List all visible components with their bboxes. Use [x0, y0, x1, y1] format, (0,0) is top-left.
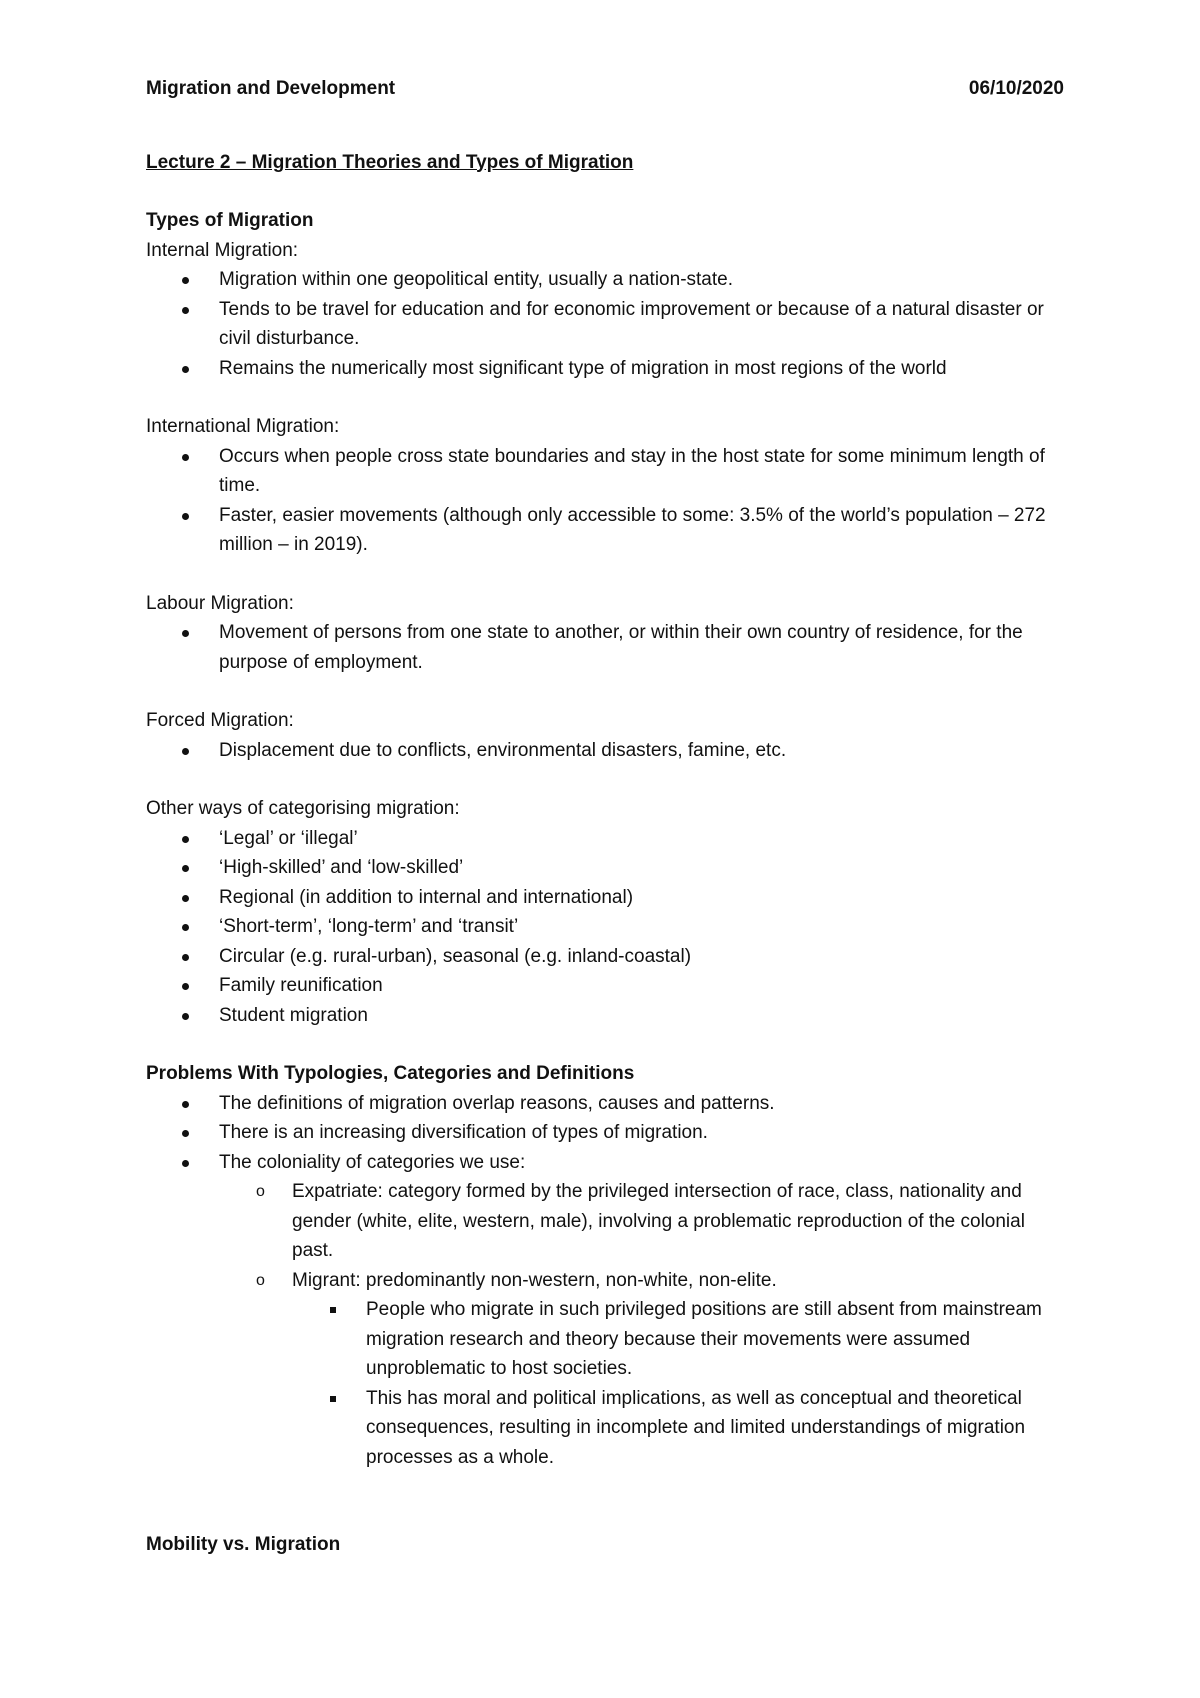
- list-item: Migration within one geopolitical entity, usually a nation-state.: [146, 265, 1064, 295]
- migrant-sublist: [292, 1295, 1064, 1472]
- types-heading: Types of Migration: [146, 210, 314, 231]
- lecture-title: Lecture 2 – Migration Theories and Types of Migration: [146, 151, 634, 173]
- problems-heading: Problems With Typologies, Categories and Definitions: [146, 1063, 635, 1084]
- list-item: The definitions of migration overlap reasons, causes and patterns.: [146, 1089, 1064, 1119]
- problems-list: [146, 1089, 1064, 1473]
- list-item: Regional (in addition to internal and international): [146, 883, 1064, 913]
- bullet-icon: [182, 1013, 189, 1020]
- list-item: Movement of persons from one state to another, or within their own country of residence, for the purpose of employment.: [146, 618, 1064, 677]
- bullet-icon: [182, 277, 189, 284]
- list-item: ‘Short-term’, ‘long-term’ and ‘transit’: [146, 912, 1064, 942]
- lecture-date: 06/10/2020: [968, 78, 1064, 99]
- circle-bullet-icon: o: [256, 1271, 265, 1289]
- list-item: ‘Legal’ or ‘illegal’: [146, 824, 1064, 854]
- list-item: This has moral and political implications, as well as conceptual and theoretical consequences, resulting in incomplete and limited understandings of migration processes as a whole.: [146, 1384, 1064, 1473]
- list-item: People who migrate in such privileged positions are still absent from mainstream migration research and theory because their movements were assumed unproblematic to host societies.: [146, 1295, 1064, 1384]
- section-label-internal: Internal Migration:: [146, 239, 299, 261]
- list-item: Student migration: [146, 1001, 1064, 1031]
- list-item: o Expatriate: category formed by the privileged intersection of race, class, nationality and gender (white, elite, western, male), involving a problematic reproduction of the colonial past.: [146, 1177, 1064, 1266]
- bullet-icon: [182, 924, 189, 931]
- document-content: [146, 74, 1064, 1560]
- list-item: The coloniality of categories we use: o Expatriate: category formed by the privileged intersection of race, class, nationality and gender (white, elite, western, male), involving a problematic reproduction of the colonial past. o Migrant: predominantly non-western, non-white, non-elite. People who migrate in such privileged positions are still absent from mainstream migration research and theory because their movements were assumed unproblematic to host societies. This has moral and political implications, as well as conceptual and theoretical consequences, resulting in incomplete and limited understandings of migration processes as a whole.: [146, 1148, 1064, 1473]
- square-bullet-icon: [330, 1307, 336, 1313]
- bullet-icon: [182, 454, 189, 461]
- list-item: ‘High-skilled’ and ‘low-skilled’: [146, 853, 1064, 883]
- labour-list: [146, 618, 1064, 677]
- list-item: Occurs when people cross state boundaries and stay in the host state for some minimum length of time.: [146, 442, 1064, 501]
- list-item: Circular (e.g. rural-urban), seasonal (e.g. inland-coastal): [146, 942, 1064, 972]
- circle-bullet-icon: o: [256, 1183, 265, 1200]
- coloniality-sublist: [219, 1177, 1064, 1472]
- section-label-international: International Migration:: [146, 416, 340, 437]
- list-item: Family reunification: [146, 971, 1064, 1001]
- bullet-icon: [182, 895, 189, 902]
- section-label-other: Other ways of categorising migration:: [146, 798, 460, 819]
- section-label-labour: Labour Migration:: [146, 592, 294, 614]
- section-label-forced: Forced Migration:: [146, 710, 294, 731]
- other-list: [146, 824, 1064, 1031]
- bullet-icon: [182, 513, 189, 520]
- list-item: o Migrant: predominantly non-western, non-white, non-elite. People who migrate in such privileged positions are still absent from mainstream migration research and theory because their movements were assumed unproblematic to host societies. This has moral and political implications, as well as conceptual and theoretical consequences, resulting in incomplete and limited understandings of migration processes as a whole.: [146, 1266, 1064, 1473]
- list-item: Tends to be travel for education and for economic improvement or because of a natural disaster or civil disturbance.: [146, 295, 1064, 354]
- bullet-icon: [182, 630, 189, 637]
- bullet-icon: [182, 1101, 189, 1108]
- list-item: There is an increasing diversification of types of migration.: [146, 1118, 1064, 1148]
- bullet-icon: [182, 307, 189, 314]
- list-item: Displacement due to conflicts, environmental disasters, famine, etc.: [146, 736, 1064, 766]
- list-item: Faster, easier movements (although only accessible to some: 3.5% of the world’s population – 272 million – in 2019).: [146, 501, 1064, 560]
- bullet-icon: [182, 366, 189, 373]
- bullet-icon: [182, 983, 189, 990]
- bullet-icon: [182, 1130, 189, 1137]
- list-item: Remains the numerically most significant type of migration in most regions of the world: [146, 354, 1064, 384]
- page-header: [146, 74, 1064, 104]
- bullet-icon: [182, 748, 189, 755]
- course-title: Migration and Development: [146, 78, 396, 99]
- bullet-icon: [182, 865, 189, 872]
- forced-list: [146, 736, 1064, 766]
- bullet-icon: [182, 954, 189, 961]
- mobility-heading: Mobility vs. Migration: [146, 1534, 341, 1555]
- bullet-icon: [182, 1160, 189, 1167]
- international-list: [146, 442, 1064, 560]
- square-bullet-icon: [330, 1396, 336, 1402]
- internal-list: [146, 265, 1064, 383]
- bullet-icon: [182, 836, 189, 843]
